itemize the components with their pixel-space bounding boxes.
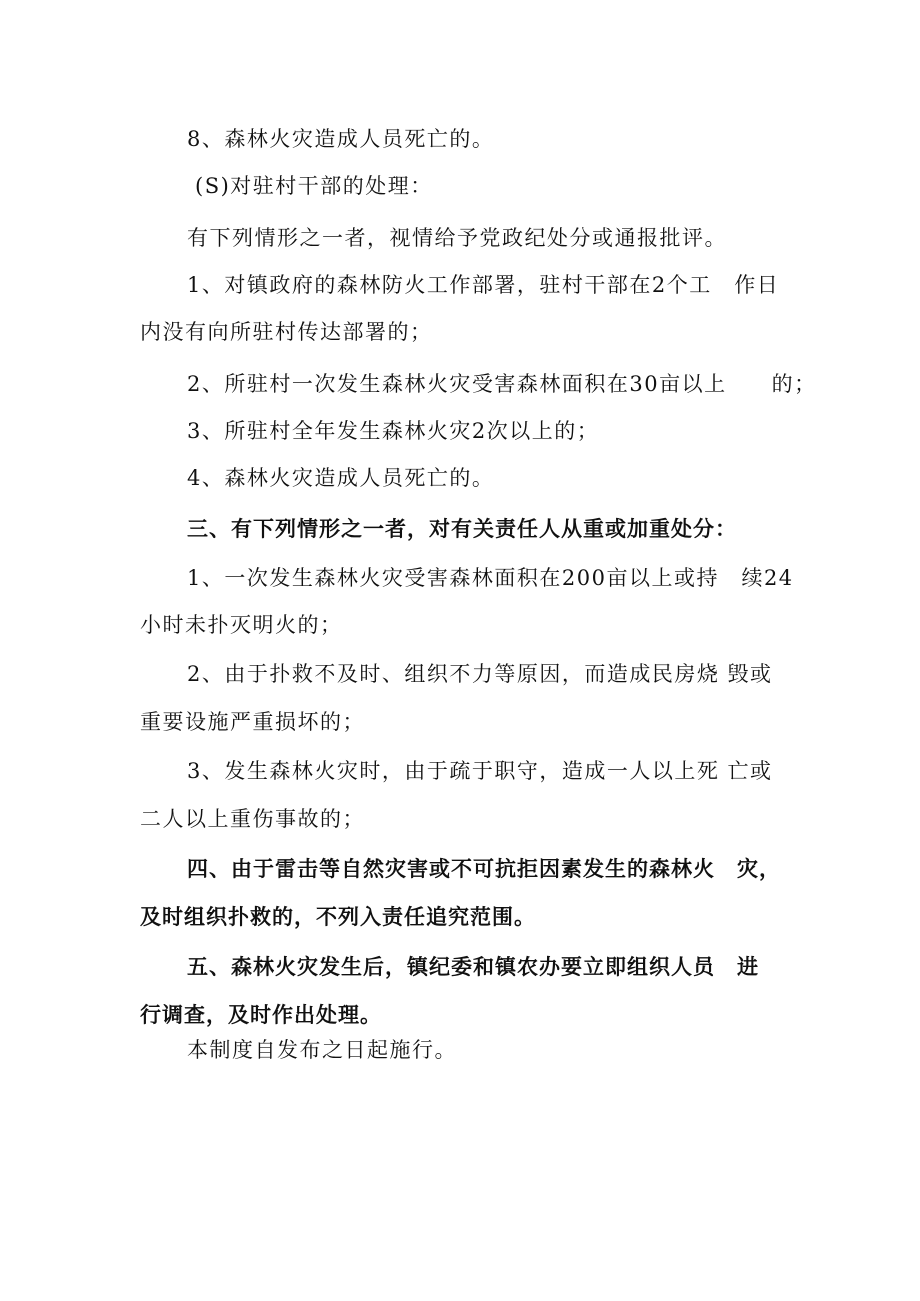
paragraph-line-6: 2、所驻村一次发生森林火灾受害森林面积在30亩以上 的； [187, 372, 817, 396]
paragraph-line-15: 二人以上重伤事故的； [140, 807, 365, 831]
section-heading-village-cadres: (S)对驻村干部的处理： [195, 174, 433, 198]
paragraph-line-5: 内没有向所驻村传达部署的； [140, 320, 433, 344]
paragraph-line-4: 1、对镇政府的森林防火工作部署，驻村干部在2个工 作日 [187, 273, 780, 297]
paragraph-line-7: 3、所驻村全年发生森林火灾2次以上的； [187, 419, 600, 443]
paragraph-line-8: 4、森林火灾造成人员死亡的。 [187, 466, 495, 490]
paragraph-line-1: 8、森林火灾造成人员死亡的。 [187, 127, 495, 151]
paragraph-line-3: 有下列情形之一者，视情给予党政纪处分或通报批评。 [187, 226, 727, 250]
effective-date-statement: 本制度自发布之日起施行。 [187, 1038, 457, 1062]
section-heading-five-line-1: 五、森林火灾发生后，镇纪委和镇农办要立即组织人员 进 [187, 955, 759, 979]
section-heading-four-line-1: 四、由于雷击等自然灾害或不可抗拒因素发生的森林火 灾， [187, 857, 781, 881]
paragraph-line-14: 3、发生森林火灾时，由于疏于职守，造成一人以上死 亡或 [187, 759, 773, 783]
section-heading-three: 三、有下列情形之一者，对有关责任人从重或加重处分： [187, 517, 737, 541]
paragraph-line-12: 2、由于扑救不及时、组织不力等原因，而造成民房烧 毁或 [187, 662, 773, 686]
paragraph-line-13: 重要设施严重损坏的； [140, 710, 365, 734]
paragraph-line-11: 小时未扑灭明火的； [140, 613, 343, 637]
paragraph-line-10: 1、一次发生森林火灾受害森林面积在200亩以上或持 续24 [187, 566, 794, 590]
section-heading-five-line-2: 行调查，及时作出处理。 [140, 1003, 382, 1027]
section-heading-four-line-2: 及时组织扑救的，不列入责任追究范围。 [140, 905, 536, 929]
